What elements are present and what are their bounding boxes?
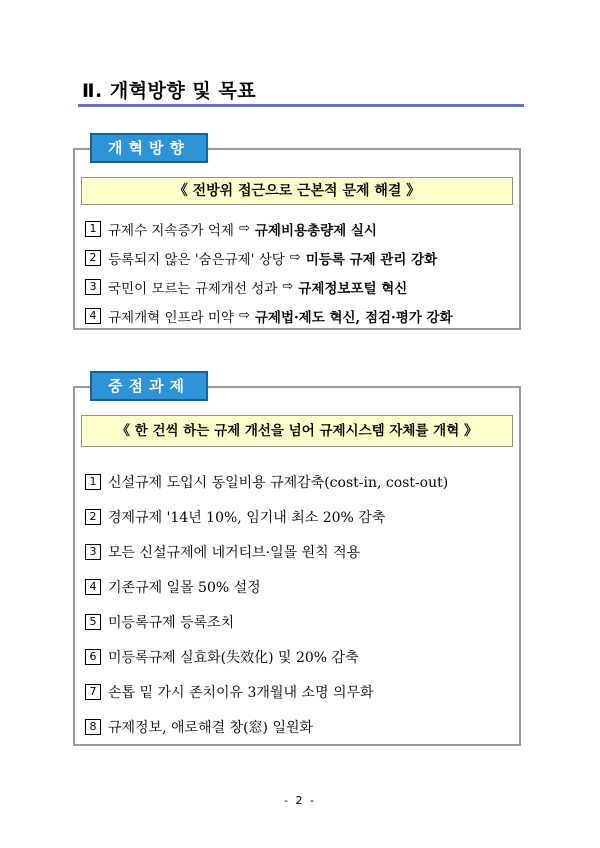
list-item <box>85 464 513 499</box>
list-item <box>85 272 513 301</box>
item-number: 5 <box>85 614 101 630</box>
list-item <box>85 569 513 604</box>
direction-banner: 《 전방위 접근으로 근본적 문제 해결 》 <box>81 177 513 205</box>
page-title: Ⅱ. 개혁방향 및 목표 <box>82 80 257 102</box>
tasks-box <box>73 386 521 746</box>
arrow-icon: ⇨ <box>238 221 250 236</box>
item-text: 미등록규제 실효화(失效化) 및 20% 감축 <box>108 649 359 666</box>
item-text: 규제정보, 애로해결 창(窓) 일원화 <box>108 719 314 736</box>
list-item <box>85 214 513 243</box>
item-result: 규제비용총량제 실시 <box>254 222 377 239</box>
list-item <box>85 639 513 674</box>
item-number: 3 <box>85 544 101 560</box>
list-item <box>85 534 513 569</box>
item-number: 2 <box>85 509 101 525</box>
list-item <box>85 301 513 330</box>
item-text: 규제개혁 인프라 미약 <box>108 309 234 326</box>
item-result: 규제법·제도 혁신, 점검·평가 강화 <box>254 309 453 326</box>
direction-list <box>85 214 513 330</box>
item-number: 6 <box>85 649 101 665</box>
arrow-icon: ⇨ <box>238 308 250 323</box>
item-number: 4 <box>85 579 101 595</box>
item-number: 3 <box>85 279 101 295</box>
item-number: 4 <box>85 308 101 324</box>
item-text: 신설규제 도입시 동일비용 규제감축(cost-in, cost-out) <box>108 474 449 491</box>
item-number: 8 <box>85 719 101 735</box>
item-text: 규제수 지속증가 억제 <box>108 222 234 239</box>
tasks-banner: 《 한 건씩 하는 규제 개선을 넘어 규제시스템 자체를 개혁 》 <box>81 415 513 447</box>
item-number: 7 <box>85 684 101 700</box>
item-result: 미등록 규제 관리 강화 <box>305 251 438 268</box>
tasks-list <box>85 464 513 744</box>
tasks-section-tab: 중점과제 <box>90 371 208 401</box>
page-number: - 2 - <box>284 794 316 807</box>
item-number: 2 <box>85 250 101 266</box>
item-text: 모든 신설규제에 네거티브·일몰 원칙 적용 <box>108 544 361 561</box>
list-item <box>85 709 513 744</box>
list-item <box>85 243 513 272</box>
list-item <box>85 674 513 709</box>
item-text: 경제규제 '14년 10%, 임기내 최소 20% 감축 <box>108 509 386 526</box>
direction-box <box>73 148 521 330</box>
item-result: 규제정보포털 혁신 <box>298 280 408 297</box>
item-number: 1 <box>85 474 101 490</box>
item-text: 미등록규제 등록조치 <box>108 614 235 631</box>
arrow-icon: ⇨ <box>282 279 294 294</box>
list-item <box>85 499 513 534</box>
item-number: 1 <box>85 221 101 237</box>
direction-section-tab: 개혁방향 <box>90 133 208 163</box>
title-divider <box>78 104 524 107</box>
item-text: 손톱 밑 가시 존치이유 3개월내 소명 의무화 <box>108 684 374 701</box>
arrow-icon: ⇨ <box>289 250 301 265</box>
item-text: 기존규제 일몰 50% 설정 <box>108 579 261 596</box>
item-text: 국민이 모르는 규제개선 성과 <box>108 280 278 297</box>
list-item <box>85 604 513 639</box>
item-text: 등록되지 않은 '숨은규제' 상당 <box>108 251 285 268</box>
